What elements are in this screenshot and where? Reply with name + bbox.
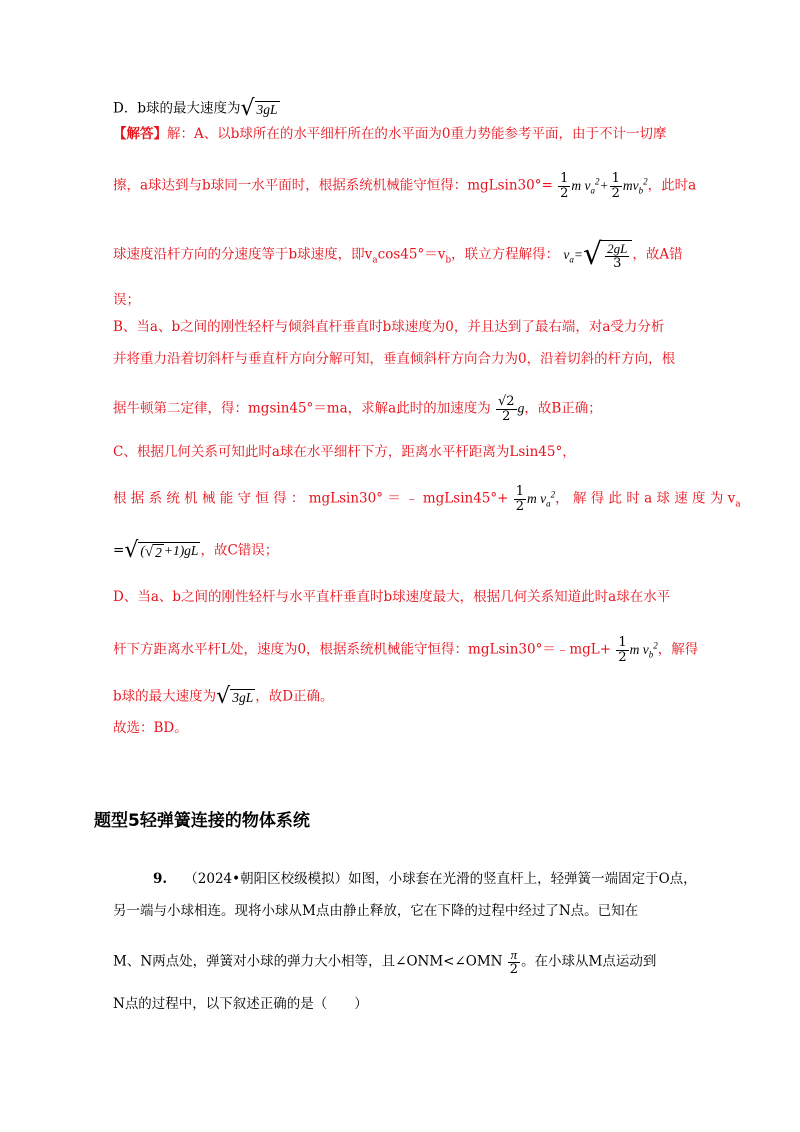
answer-line-8: C、根据几何关系可知此时a球在水平细杆下方，距离水平杆距离为Lsin45°， <box>113 444 576 460</box>
answer-line-13: b球的最大速度为√ 3gL ，故D正确。 <box>113 684 334 709</box>
answer-line-9: 根 据 系 统 机 械 能 守 恒 得 ： mgLsin30° ＝ ﹣ mgLsin45°+ $\frac{1}{2}$ m $v_a^2$， 解 得 此 时 a 球 速 度 为 $v_a$ <box>113 484 741 514</box>
answer-line-3: 球速度沿杆方向的分速度等于b球速度，即$v_a\cos 45^\circ=v_b$，联立方程解得： $v_a=√$ $\frac{2gL}{3}$ ，故A错 <box>113 237 683 273</box>
answer-line-11: D、当a、b之间的刚性轻杆与水平直杆垂直时b球速度最大，根据几何关系知道此时a球在水平 <box>113 589 671 605</box>
answer-line-12: 杆下方距离水平杆L处，速度为0，根据系统机械能守恒得：mgLsin30°＝﹣mgL+ $\frac{1}{2}$ m $v_b^2$，解得 <box>113 635 699 665</box>
answer-line-10: =√ (√ 2 +1)gL ，故C错误； <box>113 538 279 563</box>
sqrt-3gL: √ 3gL <box>240 96 278 121</box>
answer-line-7: 据牛顿第二定律，得：mgsin45°＝ma，求解a此时的加速度为 $\frac{√2}{2}$ g，故B正确； <box>113 394 602 424</box>
answer-line-14: 故选：BD。 <box>113 720 188 736</box>
option-d: D．b球的最大速度为√ 3gL <box>113 96 278 121</box>
answer-line-5: B、当a、b之间的刚性轻杆与倾斜直杆垂直时b球速度为0，并且达到了最右端，对a受力分析 <box>113 319 665 335</box>
answer-line-6: 并将重力沿着切斜杆与垂直杆方向分解可知，垂直倾斜杆方向合力为0，沿着切斜的杆方向，根 <box>113 351 676 367</box>
fraction-half: $\frac{1}{2}$ <box>560 171 569 201</box>
question-line-3: M、N两点处，弹簧对小球的弹力大小相等，且∠ONM<∠OMN $\frac{\pi}{2}$ 。在小球从M点运动到 <box>113 947 657 977</box>
answer-line-1: 【解答】解：A、以b球所在的水平细杆所在的水平面为0重力势能参考平面，由于不计一切摩 <box>113 126 667 142</box>
answer-line-4: 误； <box>113 292 140 308</box>
question-line-2: 另一端与小球相连。现将小球从M点由静止释放，它在下降的过程中经过了N点。已知在 <box>113 903 639 919</box>
section-title: 题型5轻弹簧连接的物体系统 <box>94 811 310 831</box>
answer-line-2: 擦，a球达到与b球同一水平面时，根据系统机械能守恒得：mgLsin30°= $\frac{1}{2}$ m $v_a^2+$ $\frac{1}{2}$ $mv_b^2$，此时a <box>113 171 697 201</box>
question-line-1: 9. （2024•朝阳区校级模拟）如图，小球套在光滑的竖直杆上，轻弹簧一端固定于O点， <box>153 871 697 887</box>
question-line-4: N点的过程中，以下叙述正确的是（ ） <box>113 996 368 1012</box>
